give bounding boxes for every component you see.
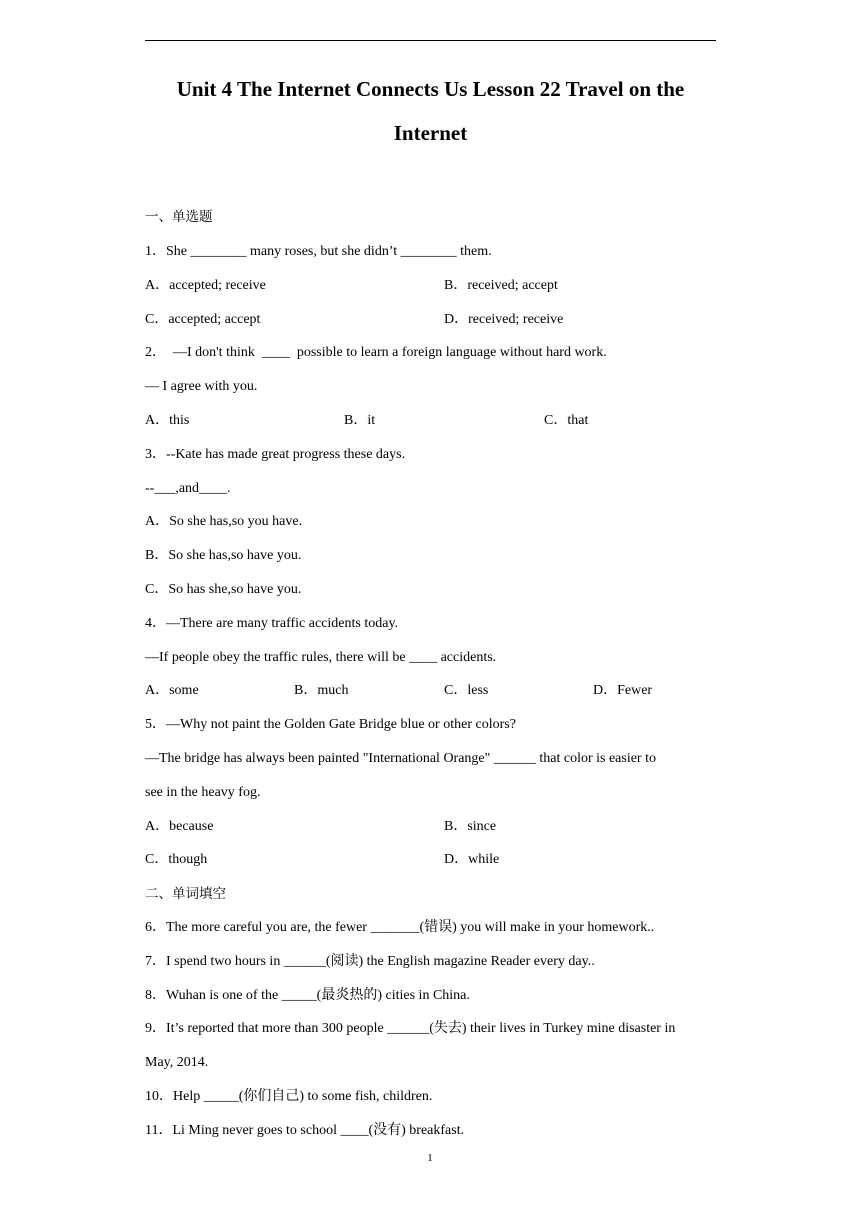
question-10: 10．Help _____(你们自己) to some fish, children. — [145, 1089, 433, 1104]
question-4-option-b: B．much — [294, 683, 349, 698]
question-4-stem: 4．—There are many traffic accidents today. — [145, 616, 399, 631]
question-1-option-a: A．accepted; receive — [145, 278, 266, 293]
question-5-reply-line-2: see in the heavy fog. — [145, 785, 261, 800]
question-5-option-c: C．though — [145, 852, 208, 867]
question-3-reply: --___,and____. — [145, 481, 231, 496]
question-4-option-d: D．Fewer — [593, 683, 653, 698]
document-title-line-1: Unit 4 The Internet Connects Us Lesson 22 Travel on the — [176, 77, 685, 101]
question-5-stem: 5．—Why not paint the Golden Gate Bridge blue or other colors? — [145, 717, 516, 732]
section-heading-single-choice: 一、单选题 — [145, 209, 213, 225]
question-3-option-b: B．So she has,so have you. — [145, 548, 302, 563]
page-number: 1 — [427, 1152, 433, 1164]
question-11: 11．Li Ming never goes to school ____(没有) breakfast. — [145, 1123, 465, 1138]
question-8: 8．Wuhan is one of the _____(最炎热的) cities in China. — [145, 988, 470, 1003]
question-9-line-2: May, 2014. — [145, 1055, 209, 1070]
question-3-stem: 3．--Kate has made great progress these days. — [145, 447, 406, 462]
question-4-option-a: A．some — [145, 683, 199, 698]
question-1-option-d: D．received; receive — [444, 312, 564, 327]
question-5-reply-line-1: —The bridge has always been painted "International Orange" ______ that color is easier to — [145, 751, 656, 766]
question-2-reply: — I agree with you. — [145, 379, 258, 394]
question-5-option-d: D．while — [444, 852, 500, 867]
question-6: 6．The more careful you are, the fewer _______(错误) you will make in your homework.. — [145, 920, 655, 935]
question-2-stem: 2． —I don't think ____ possible to learn a foreign language without hard work. — [145, 345, 607, 360]
question-2-option-c: C．that — [544, 413, 589, 428]
header-rule — [145, 40, 716, 41]
question-5-option-a: A．because — [145, 819, 214, 834]
question-4-option-c: C．less — [444, 683, 489, 698]
question-2-option-b: B．it — [344, 413, 376, 428]
question-5-option-b: B．since — [444, 819, 497, 834]
question-1-option-c: C．accepted; accept — [145, 312, 261, 327]
question-3-option-a: A．So she has,so you have. — [145, 514, 303, 529]
document-title-line-2: Internet — [393, 121, 468, 145]
question-9-line-1: 9．It’s reported that more than 300 people ______(失去) their lives in Turkey mine disaster in — [145, 1021, 676, 1036]
question-7: 7．I spend two hours in ______(阅读) the English magazine Reader every day.. — [145, 954, 595, 969]
question-4-reply: —If people obey the traffic rules, there will be ____ accidents. — [145, 650, 497, 665]
section-heading-word-fill: 二、单词填空 — [145, 886, 226, 902]
question-3-option-c: C．So has she,so have you. — [145, 582, 302, 597]
question-2-option-a: A．this — [145, 413, 190, 428]
question-1-stem: 1．She ________ many roses, but she didn’t ________ them. — [145, 244, 492, 259]
question-1-option-b: B．received; accept — [444, 278, 558, 293]
